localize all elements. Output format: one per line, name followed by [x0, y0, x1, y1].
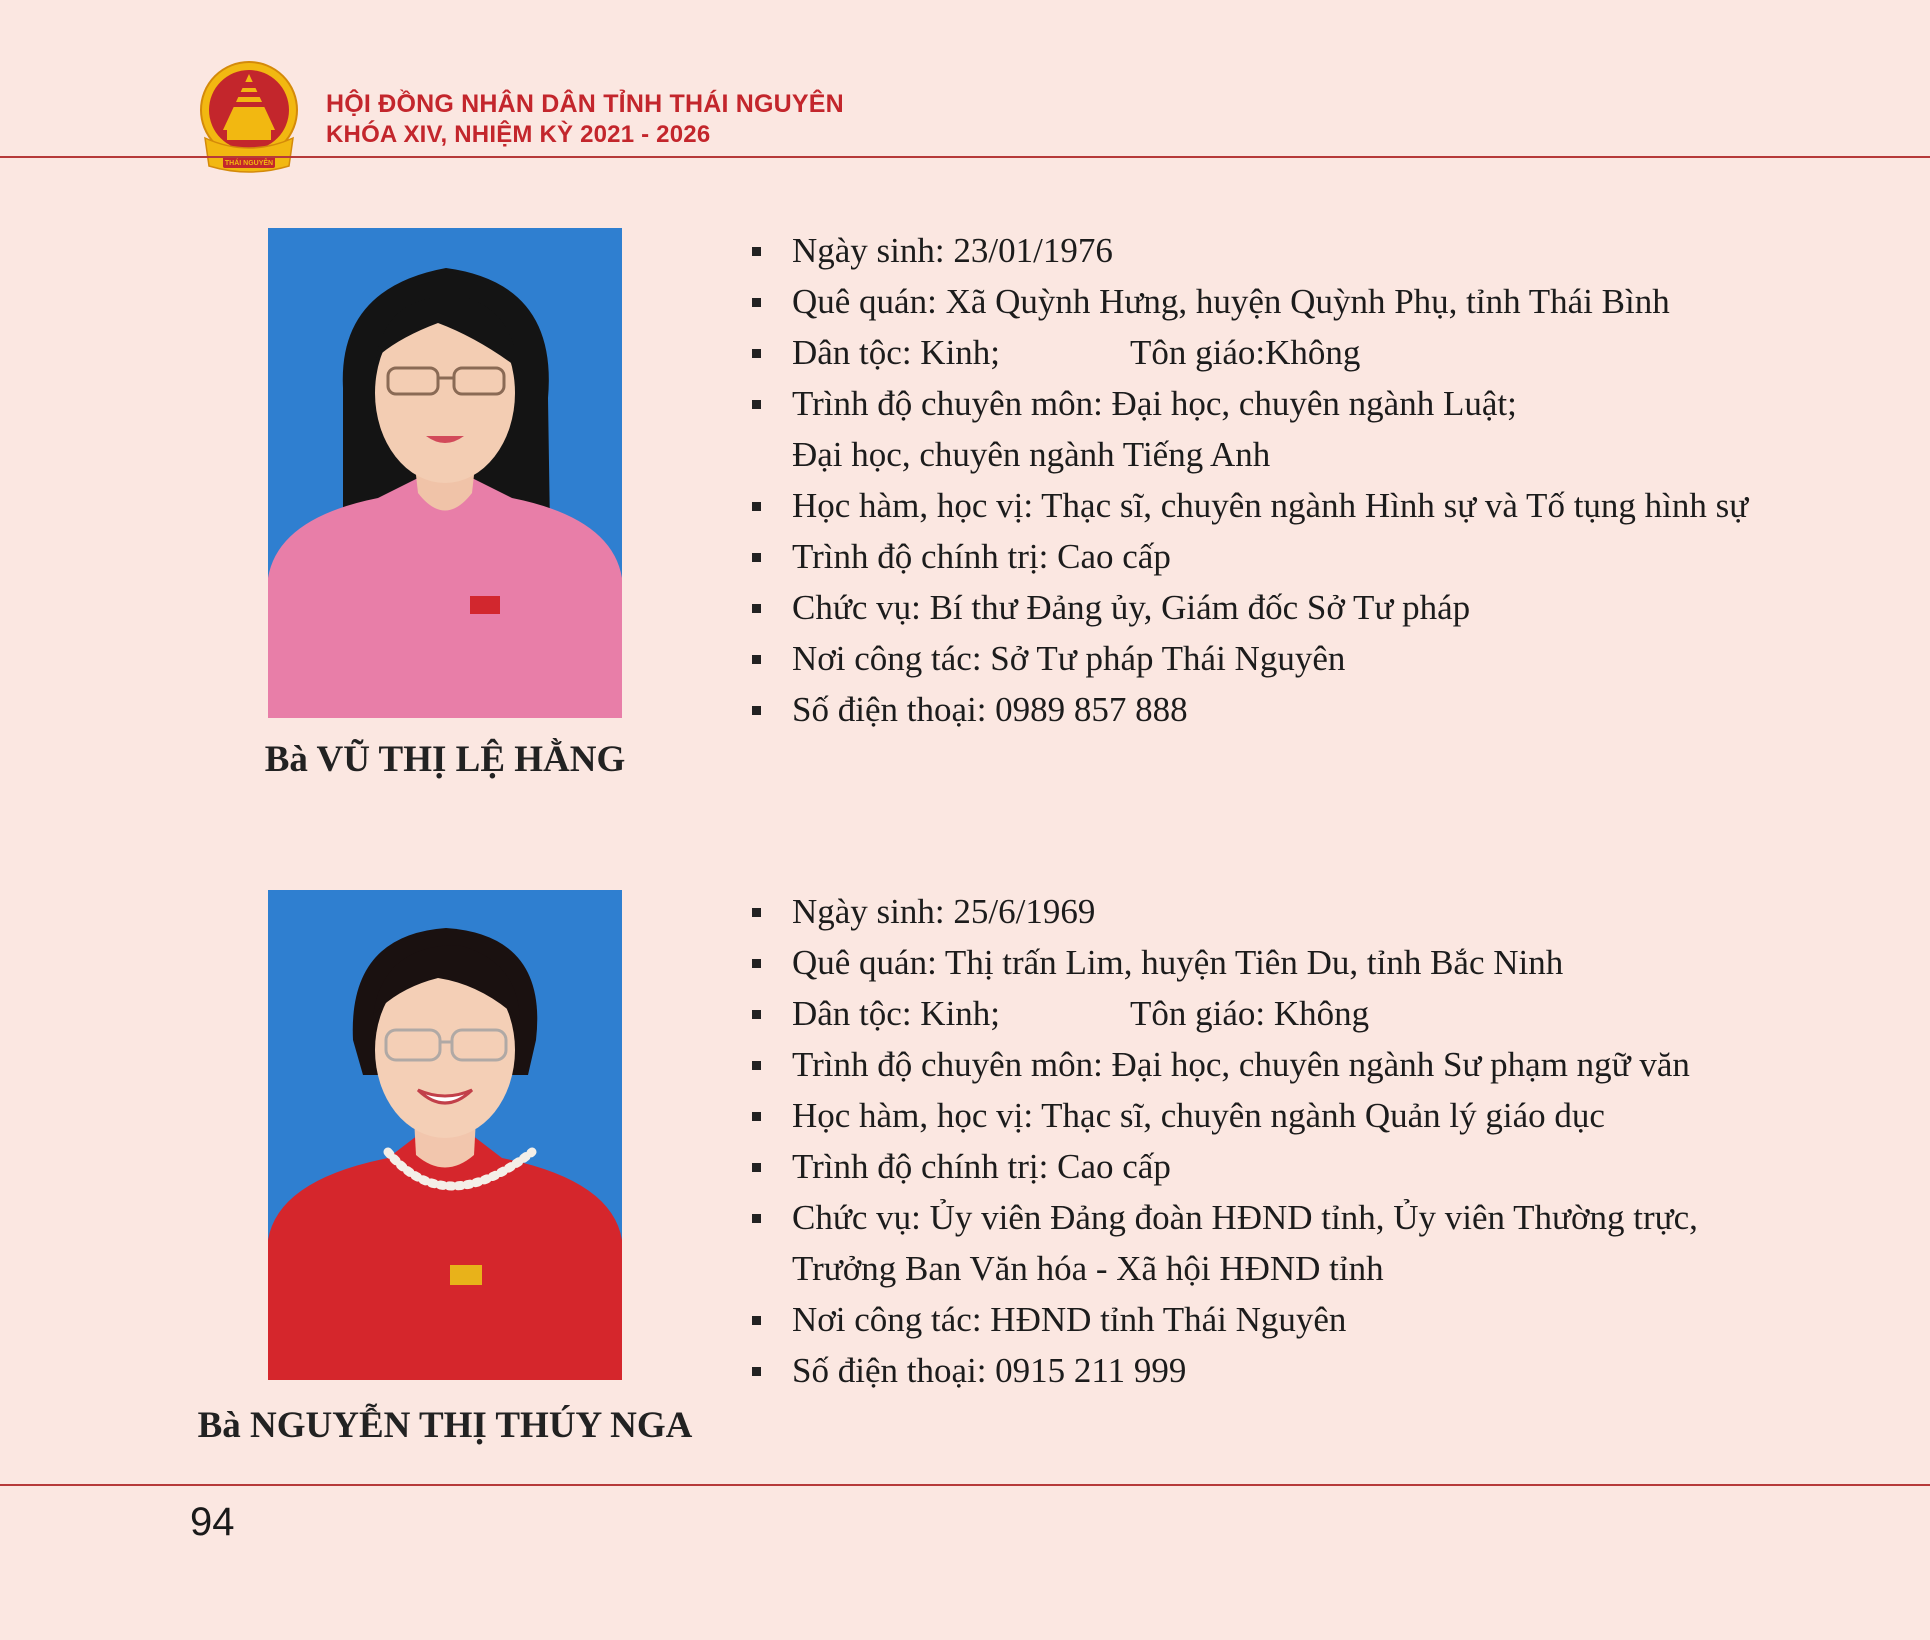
list-item	[745, 1192, 1698, 1294]
delegate-details	[745, 886, 1698, 1396]
bullet-icon	[752, 553, 761, 562]
bullet-icon	[752, 1061, 761, 1070]
list-item	[745, 937, 1698, 988]
delegate-portrait	[268, 228, 622, 718]
hometown: Quê quán: Xã Quỳnh Hưng, huyện Quỳnh Phụ, tỉnh Thái Bình	[792, 282, 1670, 321]
political-level: Trình độ chính trị: Cao cấp	[792, 1147, 1171, 1186]
ethnicity: Dân tộc: Kinh;	[792, 994, 1001, 1033]
workplace: Nơi công tác: Sở Tư pháp Thái Nguyên	[792, 639, 1346, 678]
position: Chức vụ: Ủy viên Đảng đoàn HĐND tỉnh, Ủy viên Thường trực,	[792, 1198, 1698, 1237]
bullet-icon	[752, 655, 761, 664]
page-number: 94	[190, 1500, 235, 1544]
hometown: Quê quán: Thị trấn Lim, huyện Tiên Du, tỉnh Bắc Ninh	[792, 943, 1564, 982]
bullet-icon	[752, 706, 761, 715]
header-subtitle: KHÓA XIV, NHIỆM KỲ 2021 - 2026	[326, 121, 711, 148]
academic-degree: Học hàm, học vị: Thạc sĩ, chuyên ngành Hình sự và Tố tụng hình sự	[792, 486, 1749, 525]
list-item	[745, 327, 1748, 378]
header-title-block	[326, 88, 844, 150]
bullet-icon	[752, 959, 761, 968]
bullet-icon	[752, 1214, 761, 1223]
list-item	[745, 886, 1698, 937]
footer-divider	[0, 1484, 1930, 1486]
bullet-icon	[752, 349, 761, 358]
list-item	[745, 633, 1748, 684]
list-item	[745, 1345, 1698, 1396]
list-item	[745, 1294, 1698, 1345]
list-item	[745, 480, 1748, 531]
delegate-portrait	[268, 890, 622, 1380]
phone-number: Số điện thoại: 0989 857 888	[792, 690, 1188, 729]
ethnicity: Dân tộc: Kinh;	[792, 333, 1001, 372]
list-item	[745, 684, 1748, 735]
workplace: Nơi công tác: HĐND tỉnh Thái Nguyên	[792, 1300, 1347, 1339]
bullet-icon	[752, 1316, 761, 1325]
education: Trình độ chuyên môn: Đại học, chuyên ngành Sư phạm ngữ văn	[792, 1045, 1690, 1084]
bullet-icon	[752, 1112, 761, 1121]
bullet-icon	[752, 400, 761, 409]
page-header	[0, 0, 1930, 175]
bullet-icon	[752, 1010, 761, 1019]
portrait-woman-red-ao-dai-icon	[268, 890, 622, 1380]
council-emblem-icon	[197, 60, 301, 178]
birth-date: Ngày sinh: 23/01/1976	[792, 231, 1113, 270]
delegate-details	[745, 225, 1748, 735]
list-item	[745, 582, 1748, 633]
list-item	[745, 276, 1748, 327]
list-item	[745, 531, 1748, 582]
phone-number: Số điện thoại: 0915 211 999	[792, 1351, 1187, 1390]
header-divider	[0, 156, 1930, 158]
religion: Tôn giáo: Không	[1130, 994, 1370, 1033]
bullet-icon	[752, 1367, 761, 1376]
position: Chức vụ: Bí thư Đảng ủy, Giám đốc Sở Tư pháp	[792, 588, 1471, 627]
list-item	[745, 378, 1748, 480]
education-continued: Đại học, chuyên ngành Tiếng Anh	[792, 435, 1271, 474]
portrait-woman-pink-ao-dai-icon	[268, 228, 622, 718]
list-item	[745, 1039, 1698, 1090]
academic-degree: Học hàm, học vị: Thạc sĩ, chuyên ngành Quản lý giáo dục	[792, 1096, 1605, 1135]
bullet-icon	[752, 247, 761, 256]
delegate-name: Bà NGUYỄN THỊ THÚY NGA	[197, 1405, 693, 1446]
bullet-icon	[752, 1163, 761, 1172]
bullet-icon	[752, 298, 761, 307]
bullet-icon	[752, 502, 761, 511]
list-item	[745, 1090, 1698, 1141]
bullet-icon	[752, 908, 761, 917]
emblem-label: THÁI NGUYÊN	[224, 160, 274, 167]
list-item	[745, 988, 1698, 1039]
position-continued: Trưởng Ban Văn hóa - Xã hội HĐND tỉnh	[792, 1249, 1384, 1288]
political-level: Trình độ chính trị: Cao cấp	[792, 537, 1171, 576]
birth-date: Ngày sinh: 25/6/1969	[792, 892, 1096, 931]
religion: Tôn giáo:Không	[1130, 333, 1361, 372]
header-title: HỘI ĐỒNG NHÂN DÂN TỈNH THÁI NGUYÊN	[326, 90, 844, 118]
list-item	[745, 1141, 1698, 1192]
bullet-icon	[752, 604, 761, 613]
list-item	[745, 225, 1748, 276]
delegate-name: Bà VŨ THỊ LỆ HẰNG	[264, 739, 626, 780]
education: Trình độ chuyên môn: Đại học, chuyên ngành Luật;	[792, 384, 1517, 423]
